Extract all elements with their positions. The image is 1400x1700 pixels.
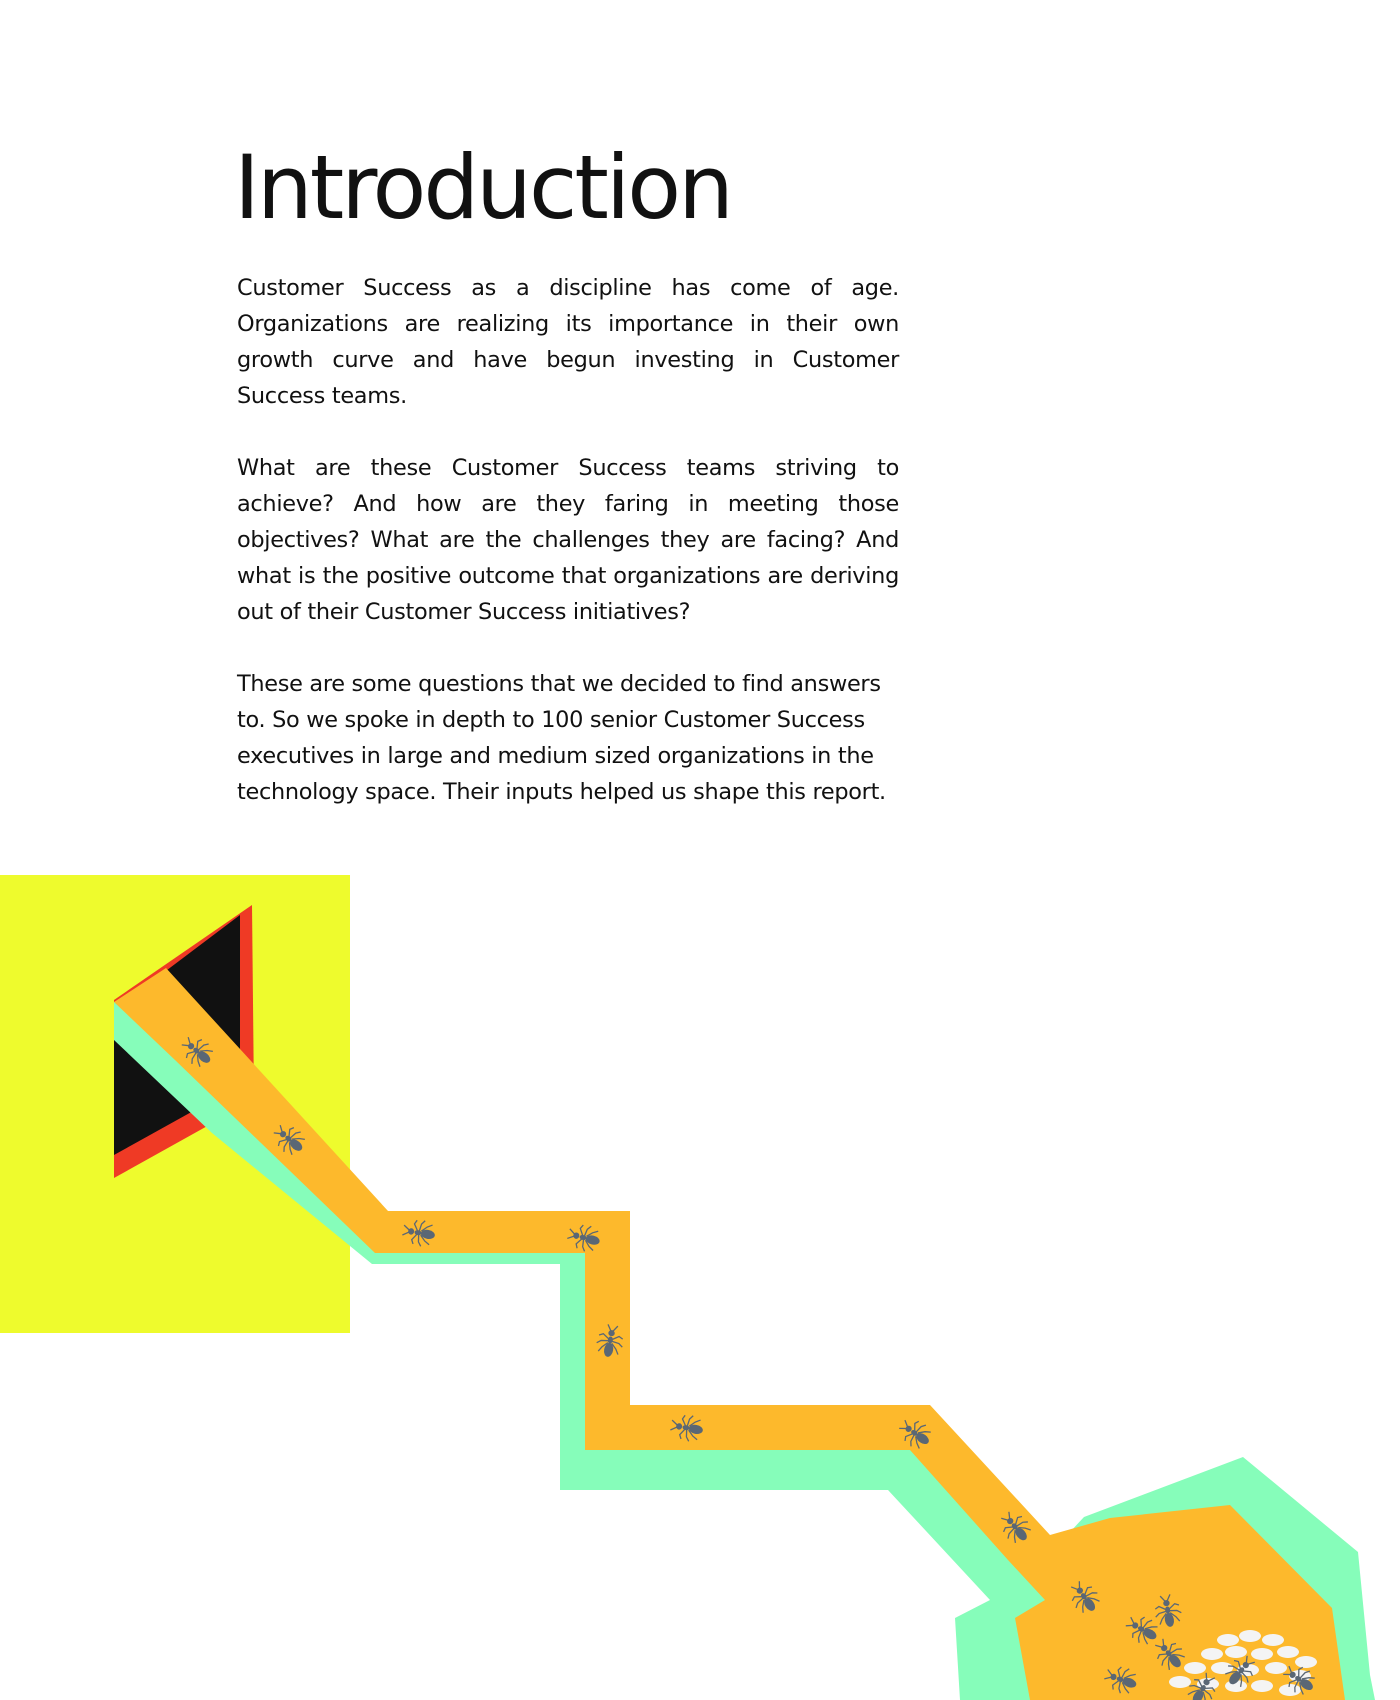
intro-paragraph-1: Customer Success as a discipline has come of age. Organizations are realizing its importance in their own growth curve and have begun investing in Customer Success teams. — [237, 275, 899, 409]
intro-paragraph-3: These are some questions that we decided to find answers to. So we spoke in depth to 100 senior Customer Success executives in large and medium sized organizations in the technology space. Their inputs helped us shape this report. — [237, 671, 886, 805]
intro-paragraph-2: What are these Customer Success teams striving to achieve? And how are they faring in meeting those objectives? What are the challenges they are facing? And what is the positive outcome that organizations are deriving out of their Customer Success initiatives? — [237, 455, 899, 625]
page-title: Introduction — [234, 136, 731, 239]
